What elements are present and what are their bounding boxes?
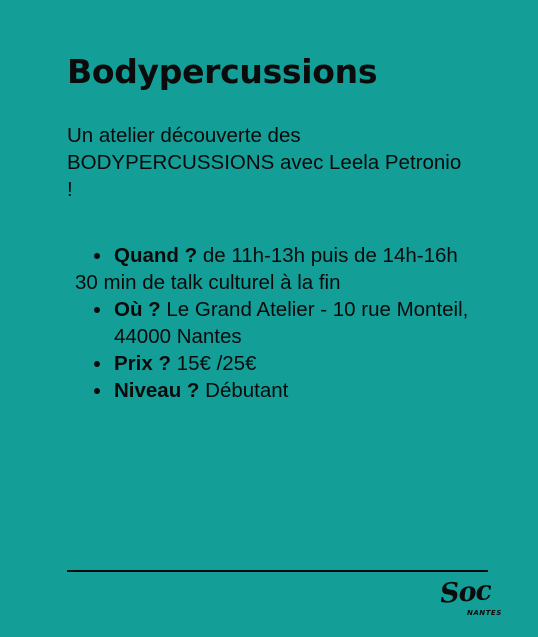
detail-note: 30 min de talk culturel à la fin xyxy=(75,271,341,294)
event-details xyxy=(67,242,487,404)
detail-price xyxy=(114,350,487,377)
detail-when-label: Quand ? xyxy=(114,244,198,267)
details-list xyxy=(67,242,487,269)
detail-where xyxy=(114,296,487,350)
logo-main-text: Soc xyxy=(438,575,492,610)
detail-price-label: Prix ? xyxy=(114,352,171,375)
detail-when xyxy=(114,242,487,269)
detail-where-value: Le Grand Atelier - 10 rue Monteil, 44000 Nantes xyxy=(114,298,469,348)
event-title: Bodypercussions xyxy=(67,52,378,91)
event-description: Un atelier découverte des BODYPERCUSSIONS avec Leela Petronio ! xyxy=(67,124,462,201)
detail-when-value: de 11h-13h puis de 14h-16h xyxy=(197,244,458,267)
detail-level xyxy=(114,377,487,404)
details-list-continued xyxy=(67,296,487,404)
detail-level-label: Niveau ? xyxy=(114,379,200,402)
detail-where-label: Où ? xyxy=(114,298,161,321)
logo-sub-text: NANTES xyxy=(467,609,502,617)
detail-price-value: 15€ /25€ xyxy=(170,352,257,375)
detail-level-value: Débutant xyxy=(199,379,289,402)
footer-divider xyxy=(67,570,488,572)
soc-nantes-logo xyxy=(438,575,502,622)
